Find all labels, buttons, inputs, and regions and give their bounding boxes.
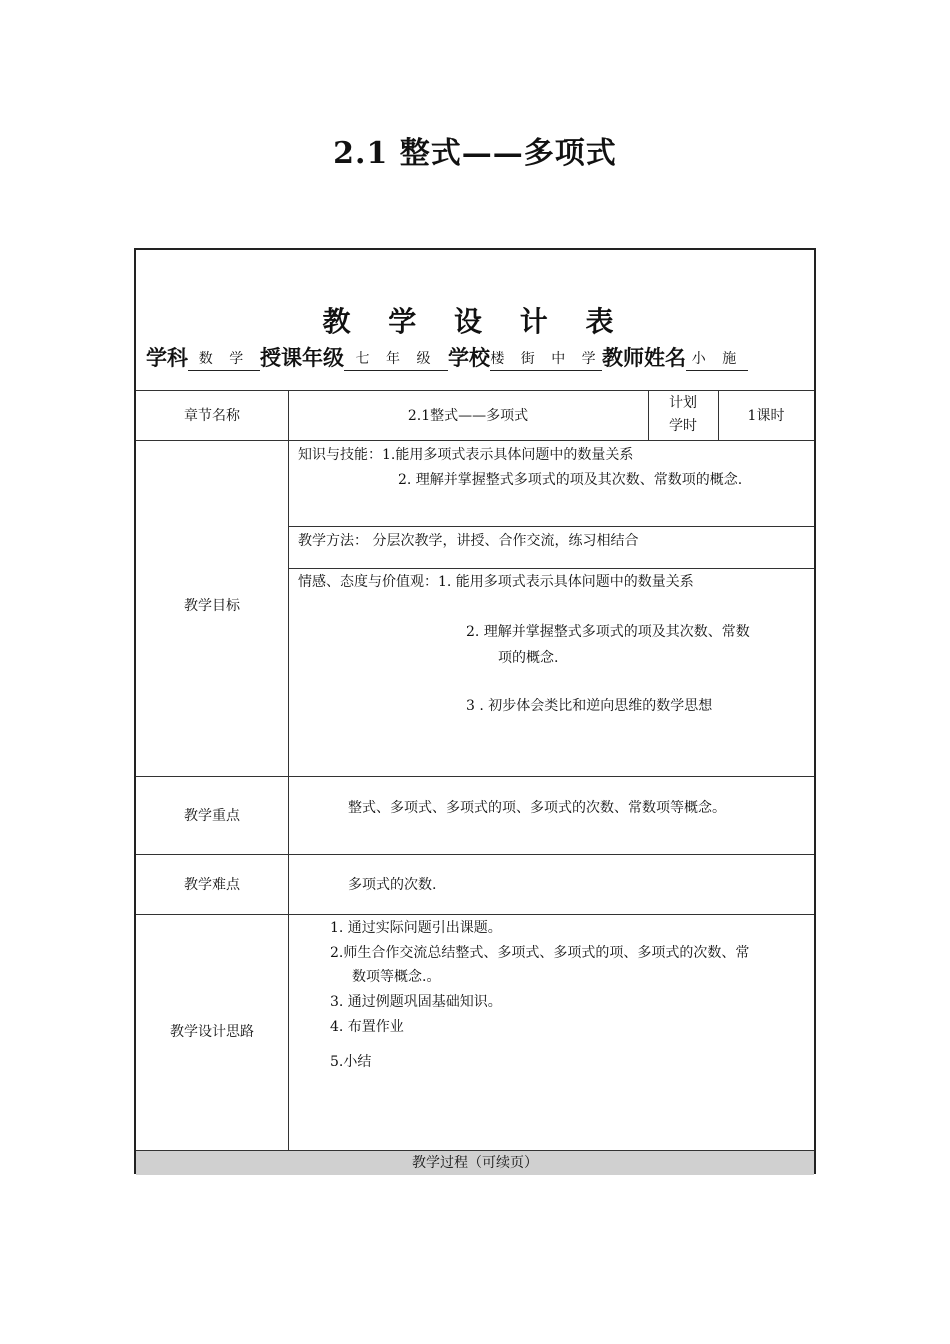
- grade-value: 七 年 级: [344, 348, 448, 371]
- divider: [136, 914, 814, 915]
- key-points-value: 整式、多项式、多项式的项、多项式的次数、常数项等概念。: [348, 800, 726, 816]
- emotion-line-3: 3 . 初步体会类比和逆向思维的数学思想: [466, 698, 713, 714]
- knowledge-line-1: 知识与技能：1.能用多项式表示具体问题中的数量关系: [298, 447, 634, 463]
- design-item: 2.师生合作交流总结整式、多项式、多项式的项、多项式的次数、常: [330, 945, 750, 961]
- knowledge-line-2: 2. 理解并掌握整式多项式的项及其次数、常数项的概念.: [398, 472, 743, 488]
- teacher-value: 小 施: [686, 348, 748, 371]
- teaching-process-footer: 教学过程（可续页）: [136, 1150, 814, 1175]
- chapter-label: 章节名称: [184, 408, 240, 424]
- grade-label: 授课年级: [260, 345, 344, 370]
- emotion-line-2: 2. 理解并掌握整式多项式的项及其次数、常数: [466, 624, 750, 640]
- school-value: 楼 街 中 学: [490, 348, 602, 371]
- divider: [136, 390, 814, 391]
- difficulties-value: 多项式的次数.: [348, 877, 437, 893]
- chapter-value: 2.1整式——多项式: [407, 408, 529, 424]
- teaching-design-form: [134, 248, 816, 1174]
- column-divider: [288, 390, 289, 1150]
- teacher-label: 教师姓名: [602, 345, 686, 370]
- objectives-label: 教学目标: [184, 598, 240, 614]
- plan-label-line-1: 计划: [669, 395, 697, 411]
- teaching-method: 教学方法： 分层次教学，讲授、合作交流，练习相结合: [298, 533, 639, 549]
- divider: [288, 568, 814, 569]
- plan-hours-value: 1课时: [747, 408, 785, 424]
- form-title: 教 学 设 计 表: [322, 305, 628, 338]
- design-label: 教学设计思路: [170, 1024, 254, 1040]
- document-title: 2.1 整式——多项式: [333, 136, 617, 171]
- divider: [136, 776, 814, 777]
- divider: [288, 526, 814, 527]
- plan-label-line-2: 学时: [669, 418, 697, 434]
- school-label: 学校: [448, 345, 490, 370]
- key-points-label: 教学重点: [184, 808, 240, 824]
- divider: [136, 854, 814, 855]
- design-item: 1. 通过实际问题引出课题。: [330, 920, 502, 936]
- design-item: 数项等概念.。: [352, 969, 441, 985]
- difficulties-label: 教学难点: [184, 877, 240, 893]
- design-item: 4. 布置作业: [330, 1019, 404, 1035]
- divider: [136, 440, 814, 441]
- design-item: 5.小结: [330, 1054, 372, 1070]
- emotion-line-1: 情感、态度与价值观：1. 能用多项式表示具体问题中的数量关系: [298, 574, 694, 590]
- info-line: [146, 342, 816, 372]
- subject-label: 学科: [146, 345, 188, 370]
- subject-value: 数 学: [188, 348, 260, 371]
- plan-hours-label: [648, 392, 718, 438]
- design-item: 3. 通过例题巩固基础知识。: [330, 994, 502, 1010]
- emotion-line-2b: 项的概念.: [498, 650, 559, 666]
